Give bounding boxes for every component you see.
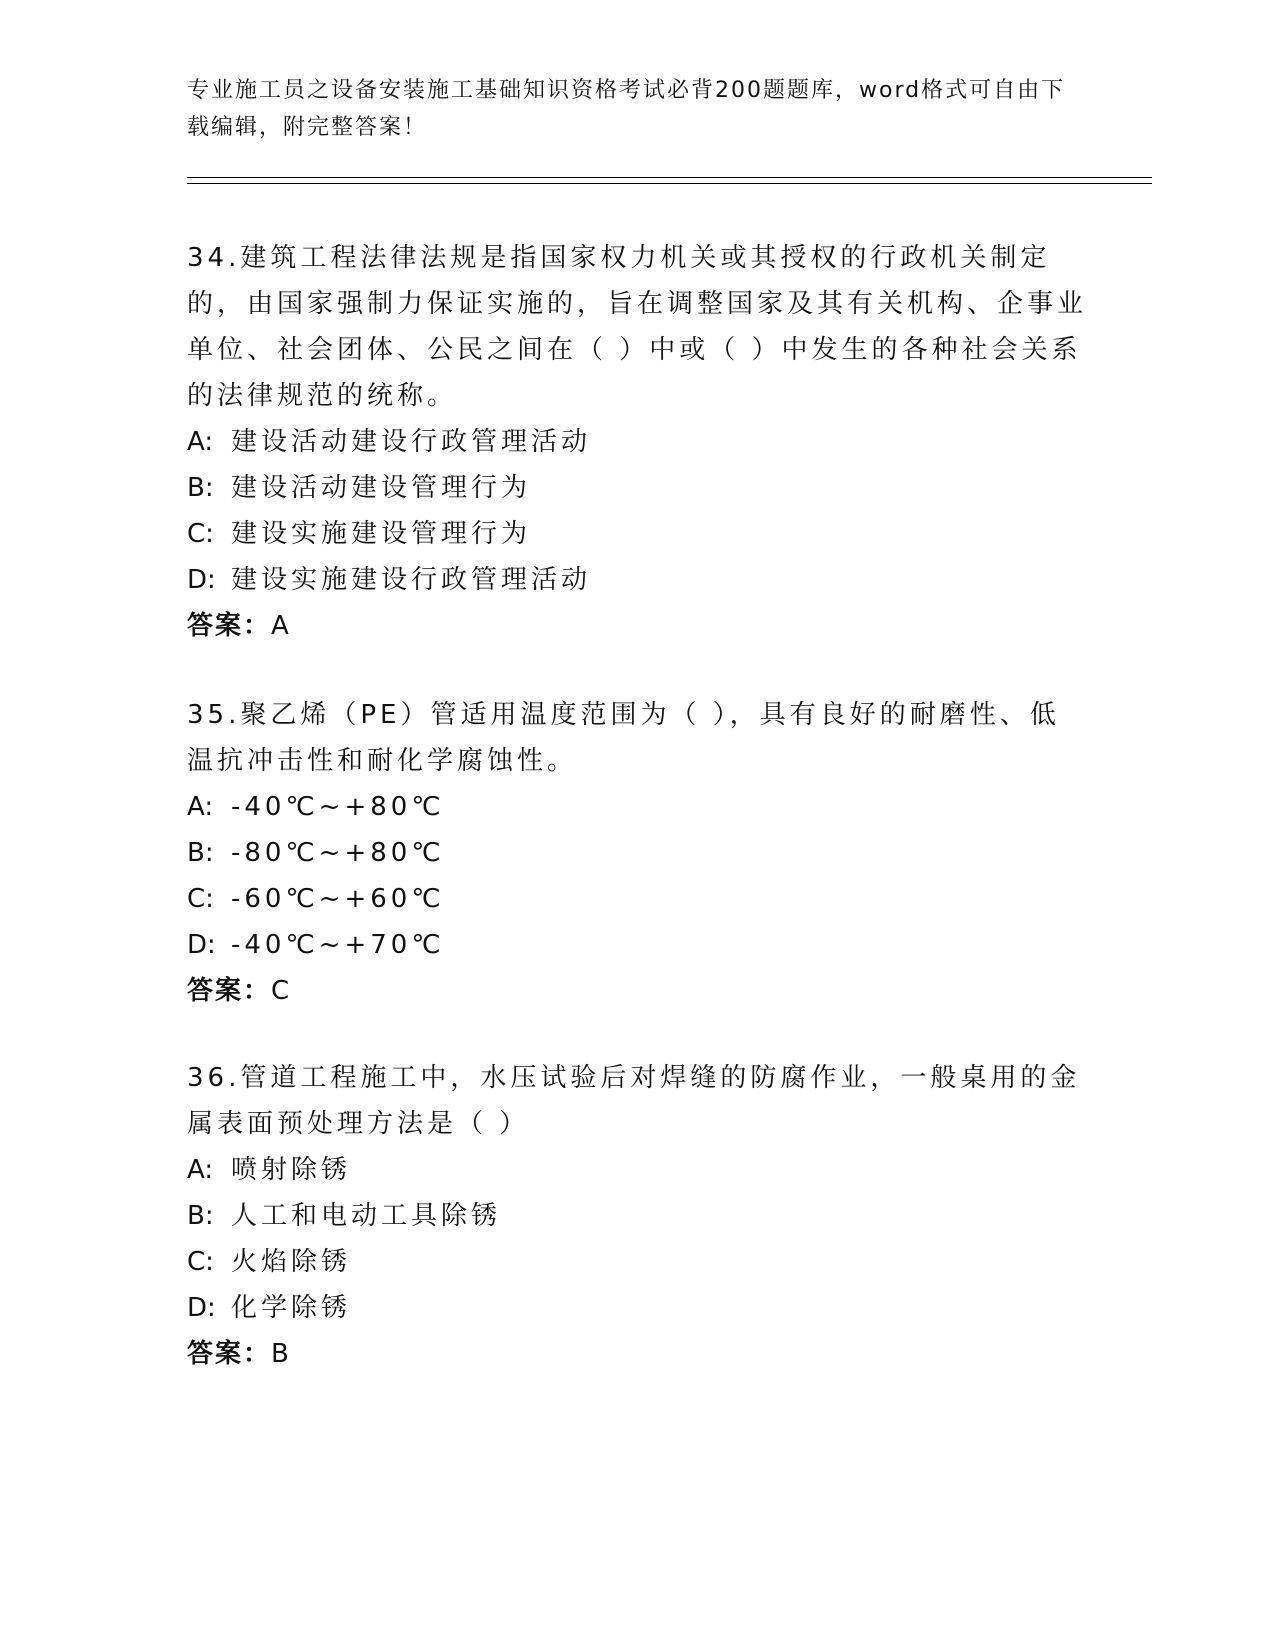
option-text: -80℃~+80℃	[231, 838, 445, 868]
option-key: B:	[187, 473, 214, 503]
answer-label: 答案：	[187, 1339, 272, 1369]
question-number: 36.	[187, 1063, 241, 1093]
option-text: 建设活动建设管理行为	[231, 473, 532, 503]
option-text: -40℃~+70℃	[231, 930, 445, 960]
option-text: 火焰除锈	[231, 1247, 352, 1277]
answer-line	[187, 1331, 1087, 1377]
option-text: 化学除锈	[231, 1293, 352, 1323]
option-text: 人工和电动工具除锈	[231, 1201, 502, 1231]
answer-value: A	[271, 611, 289, 641]
option-text: -60℃~+60℃	[231, 884, 445, 914]
question-34	[187, 235, 1087, 649]
option-text: 建设实施建设管理行为	[231, 519, 532, 549]
question-text: 聚乙烯（PE）管适用温度范围为（ ），具有良好的耐磨性、低温抗冲击性和耐化学腐蚀性。	[187, 700, 1060, 776]
option-a	[187, 1147, 1087, 1193]
question-35	[187, 692, 1087, 1014]
option-a	[187, 784, 1087, 830]
option-c	[187, 1239, 1087, 1285]
header-rule-bottom	[187, 183, 1152, 184]
option-key: C:	[187, 519, 214, 549]
option-key: B:	[187, 838, 214, 868]
option-d	[187, 922, 1087, 968]
question-number: 34.	[187, 243, 241, 273]
answer-value: C	[271, 976, 290, 1006]
option-text: 建设活动建设行政管理活动	[231, 427, 592, 457]
question-text: 管道工程施工中，水压试验后对焊缝的防腐作业，一般桌用的金属表面预处理方法是（ ）	[187, 1063, 1081, 1139]
option-text: 建设实施建设行政管理活动	[231, 565, 592, 595]
question-stem	[187, 1055, 1087, 1147]
option-key: D:	[187, 930, 216, 960]
option-text: 喷射除锈	[231, 1155, 352, 1185]
header-rule-top	[187, 177, 1152, 178]
answer-line	[187, 603, 1087, 649]
option-key: B:	[187, 1201, 214, 1231]
question-36	[187, 1055, 1087, 1377]
option-b	[187, 465, 1087, 511]
answer-value: B	[271, 1339, 289, 1369]
option-c	[187, 876, 1087, 922]
option-key: D:	[187, 565, 216, 595]
option-c	[187, 511, 1087, 557]
option-key: D:	[187, 1293, 216, 1323]
option-key: C:	[187, 1247, 214, 1277]
option-d	[187, 1285, 1087, 1331]
option-key: C:	[187, 884, 214, 914]
option-d	[187, 557, 1087, 603]
question-stem	[187, 692, 1087, 784]
option-b	[187, 830, 1087, 876]
option-text: -40℃~+80℃	[231, 792, 445, 822]
option-key: A:	[187, 427, 214, 457]
answer-label: 答案：	[187, 976, 272, 1006]
question-number: 35.	[187, 700, 241, 730]
question-text: 建筑工程法律法规是指国家权力机关或其授权的行政机关制定的，由国家强制力保证实施的，旨在调整国家及其有关机构、企事业单位、社会团体、公民之间在（ ）中或（ ）中发生的各种社会关系的法律规范的统称。	[187, 243, 1088, 411]
answer-label: 答案：	[187, 611, 272, 641]
option-key: A:	[187, 792, 214, 822]
document-header: 专业施工员之设备安装施工基础知识资格考试必背200题题库，word格式可自由下载编辑，附完整答案！	[187, 78, 1066, 140]
option-key: A:	[187, 1155, 214, 1185]
answer-line	[187, 968, 1087, 1014]
question-stem	[187, 235, 1087, 419]
option-b	[187, 1193, 1087, 1239]
option-a	[187, 419, 1087, 465]
